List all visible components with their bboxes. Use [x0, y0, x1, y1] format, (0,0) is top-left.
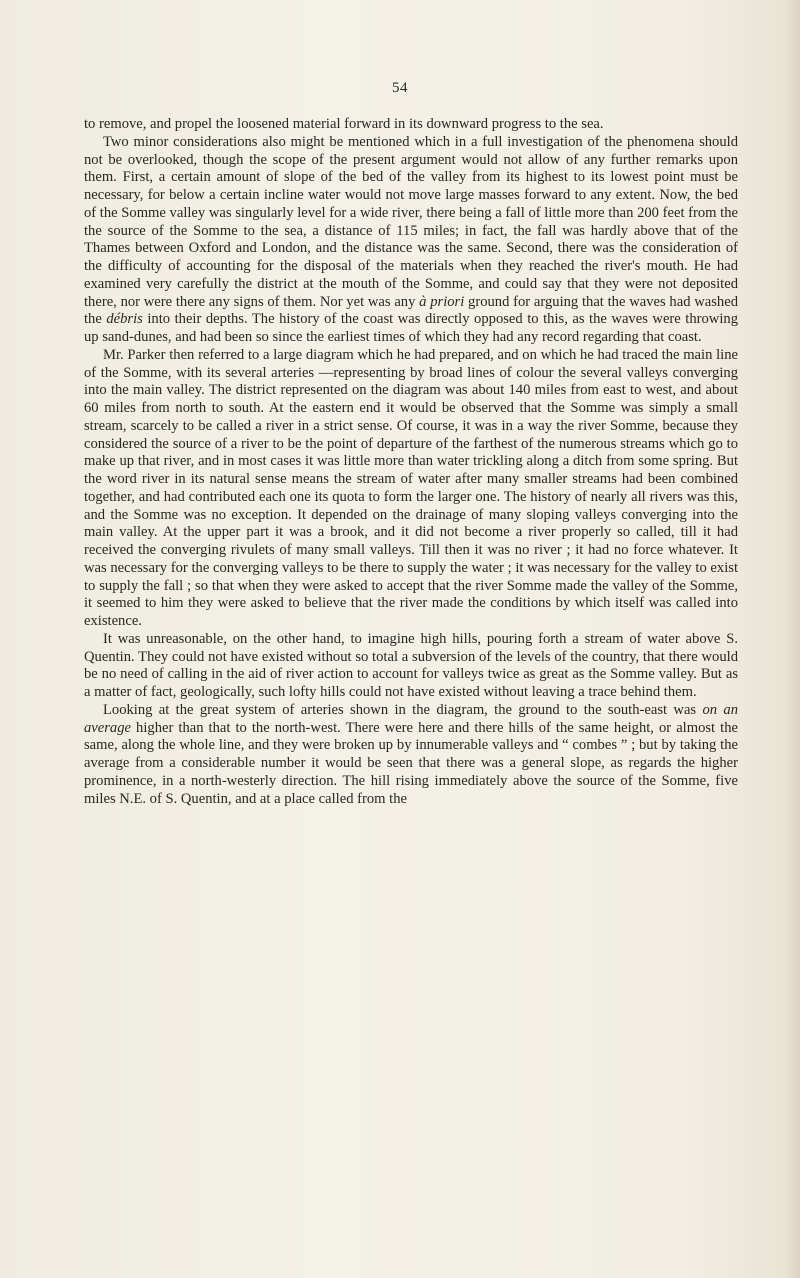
page-edge-shadow: [786, 0, 800, 1278]
text-run: Looking at the great system of arteries shown in the diagram, the ground to the south-east was: [103, 701, 703, 718]
italic-phrase: à priori: [419, 293, 465, 310]
body-text: [84, 116, 738, 808]
paragraph: [84, 631, 738, 702]
text-run: to remove, and propel the loosened material forward in its downward progress to the sea.: [84, 116, 604, 132]
paragraph: [84, 116, 738, 134]
text-run: into their depths. The history of the coast was directly opposed to this, as the waves were throwing up sand-dunes, and had been so since the earliest times of which they had any record regarding that coast.: [84, 311, 738, 345]
text-run: Mr. Parker then referred to a large diagram which he had prepared, and on which he had traced the main line of the Somme, with its several arteries —representing by broad lines of colour the several valleys converging into the main valley. The district represented on the diagram was about 140 miles from east to west, and about 60 miles from north to south. At the eastern end it would be observed that the Somme was simply a small stream, scarcely to be called a river in a strict sense. Of course, it was in a way the river Somme, because they considered the source of a river to be the point of departure of the farthest of the numerous streams which go to make up that river, and in most cases it was little more than water trickling along a ditch from some spring. But the word river in its natural sense means the stream of water after many smaller streams had been combined together, and had contributed each one its quota to form the larger one. The history of nearly all rivers was this, and the Somme was no exception. It depended on the drainage of many sloping valleys converging into the main valley. At the upper part it was a brook, and it did not become a river properly so called, till it had received the converging rivulets of many small valleys. Till then it was no river ; it had no force whatever. It was necessary for the converging valleys to be there to supply the water ; it was necessary for the valley to exist to supply the fall ; so that when they were asked to accept that the river Somme made the valley of the Somme, it seemed to him they were asked to believe that the river made the conditions by which itself was called into existence.: [84, 346, 738, 629]
text-run: higher than that to the north-west. There were here and there hills of the same height, or almost the same, along the whole line, and they were broken up by innumerable valleys and “ combes ” ; but by taking the average from a considerable number it would be seen that there was a general slope, as regards the higher prominence, in a north-westerly direction. The hill rising immediately above the source of the Somme, five miles N.E. of S. Quentin, and at a place called from the: [84, 719, 738, 807]
text-run: Two minor considerations also might be mentioned which in a full investigation of the phenomena should not be overlooked, though the scope of the present argument would not allow of any further remarks upon them. First, a certain amount of slope of the bed of the valley from its highest to its lowest point must be necessary, for below a certain incline water would not move large masses forward to any extent. Now, the bed of the Somme valley was singularly level for a wide river, there being a fall of little more than 200 feet from the the source of the Somme to the sea, a distance of 115 miles; in fact, the fall was hardly above that of the Thames between Oxford and London, and the distance was the same. Second, there was the consideration of the difficulty of accounting for the disposal of the materials when they reached the river's mouth. He had examined very carefully the district at the mouth of the Somme, and could say that they were not deposited there, nor were there any signs of them. Nor yet was any: [84, 133, 738, 310]
text-run: ground for arguing that the waves had washed the: [84, 293, 739, 328]
page-number: 54: [392, 80, 408, 96]
paragraph: [84, 347, 738, 631]
text-run: It was unreasonable, on the other hand, to imagine high hills, pouring forth a stream of water above S. Quentin. They could not have existed without so total a subversion of the levels of the country, that there would be no need of calling in the aid of river action to account for valleys twice as great as the Somme valley. But as a matter of fact, geologically, such lofty hills could not have existed without leaving a trace behind them.: [84, 630, 738, 700]
italic-phrase: on an average: [84, 701, 738, 736]
paragraph: [84, 702, 738, 809]
paragraph: [84, 134, 738, 347]
italic-phrase: débris: [106, 311, 143, 328]
